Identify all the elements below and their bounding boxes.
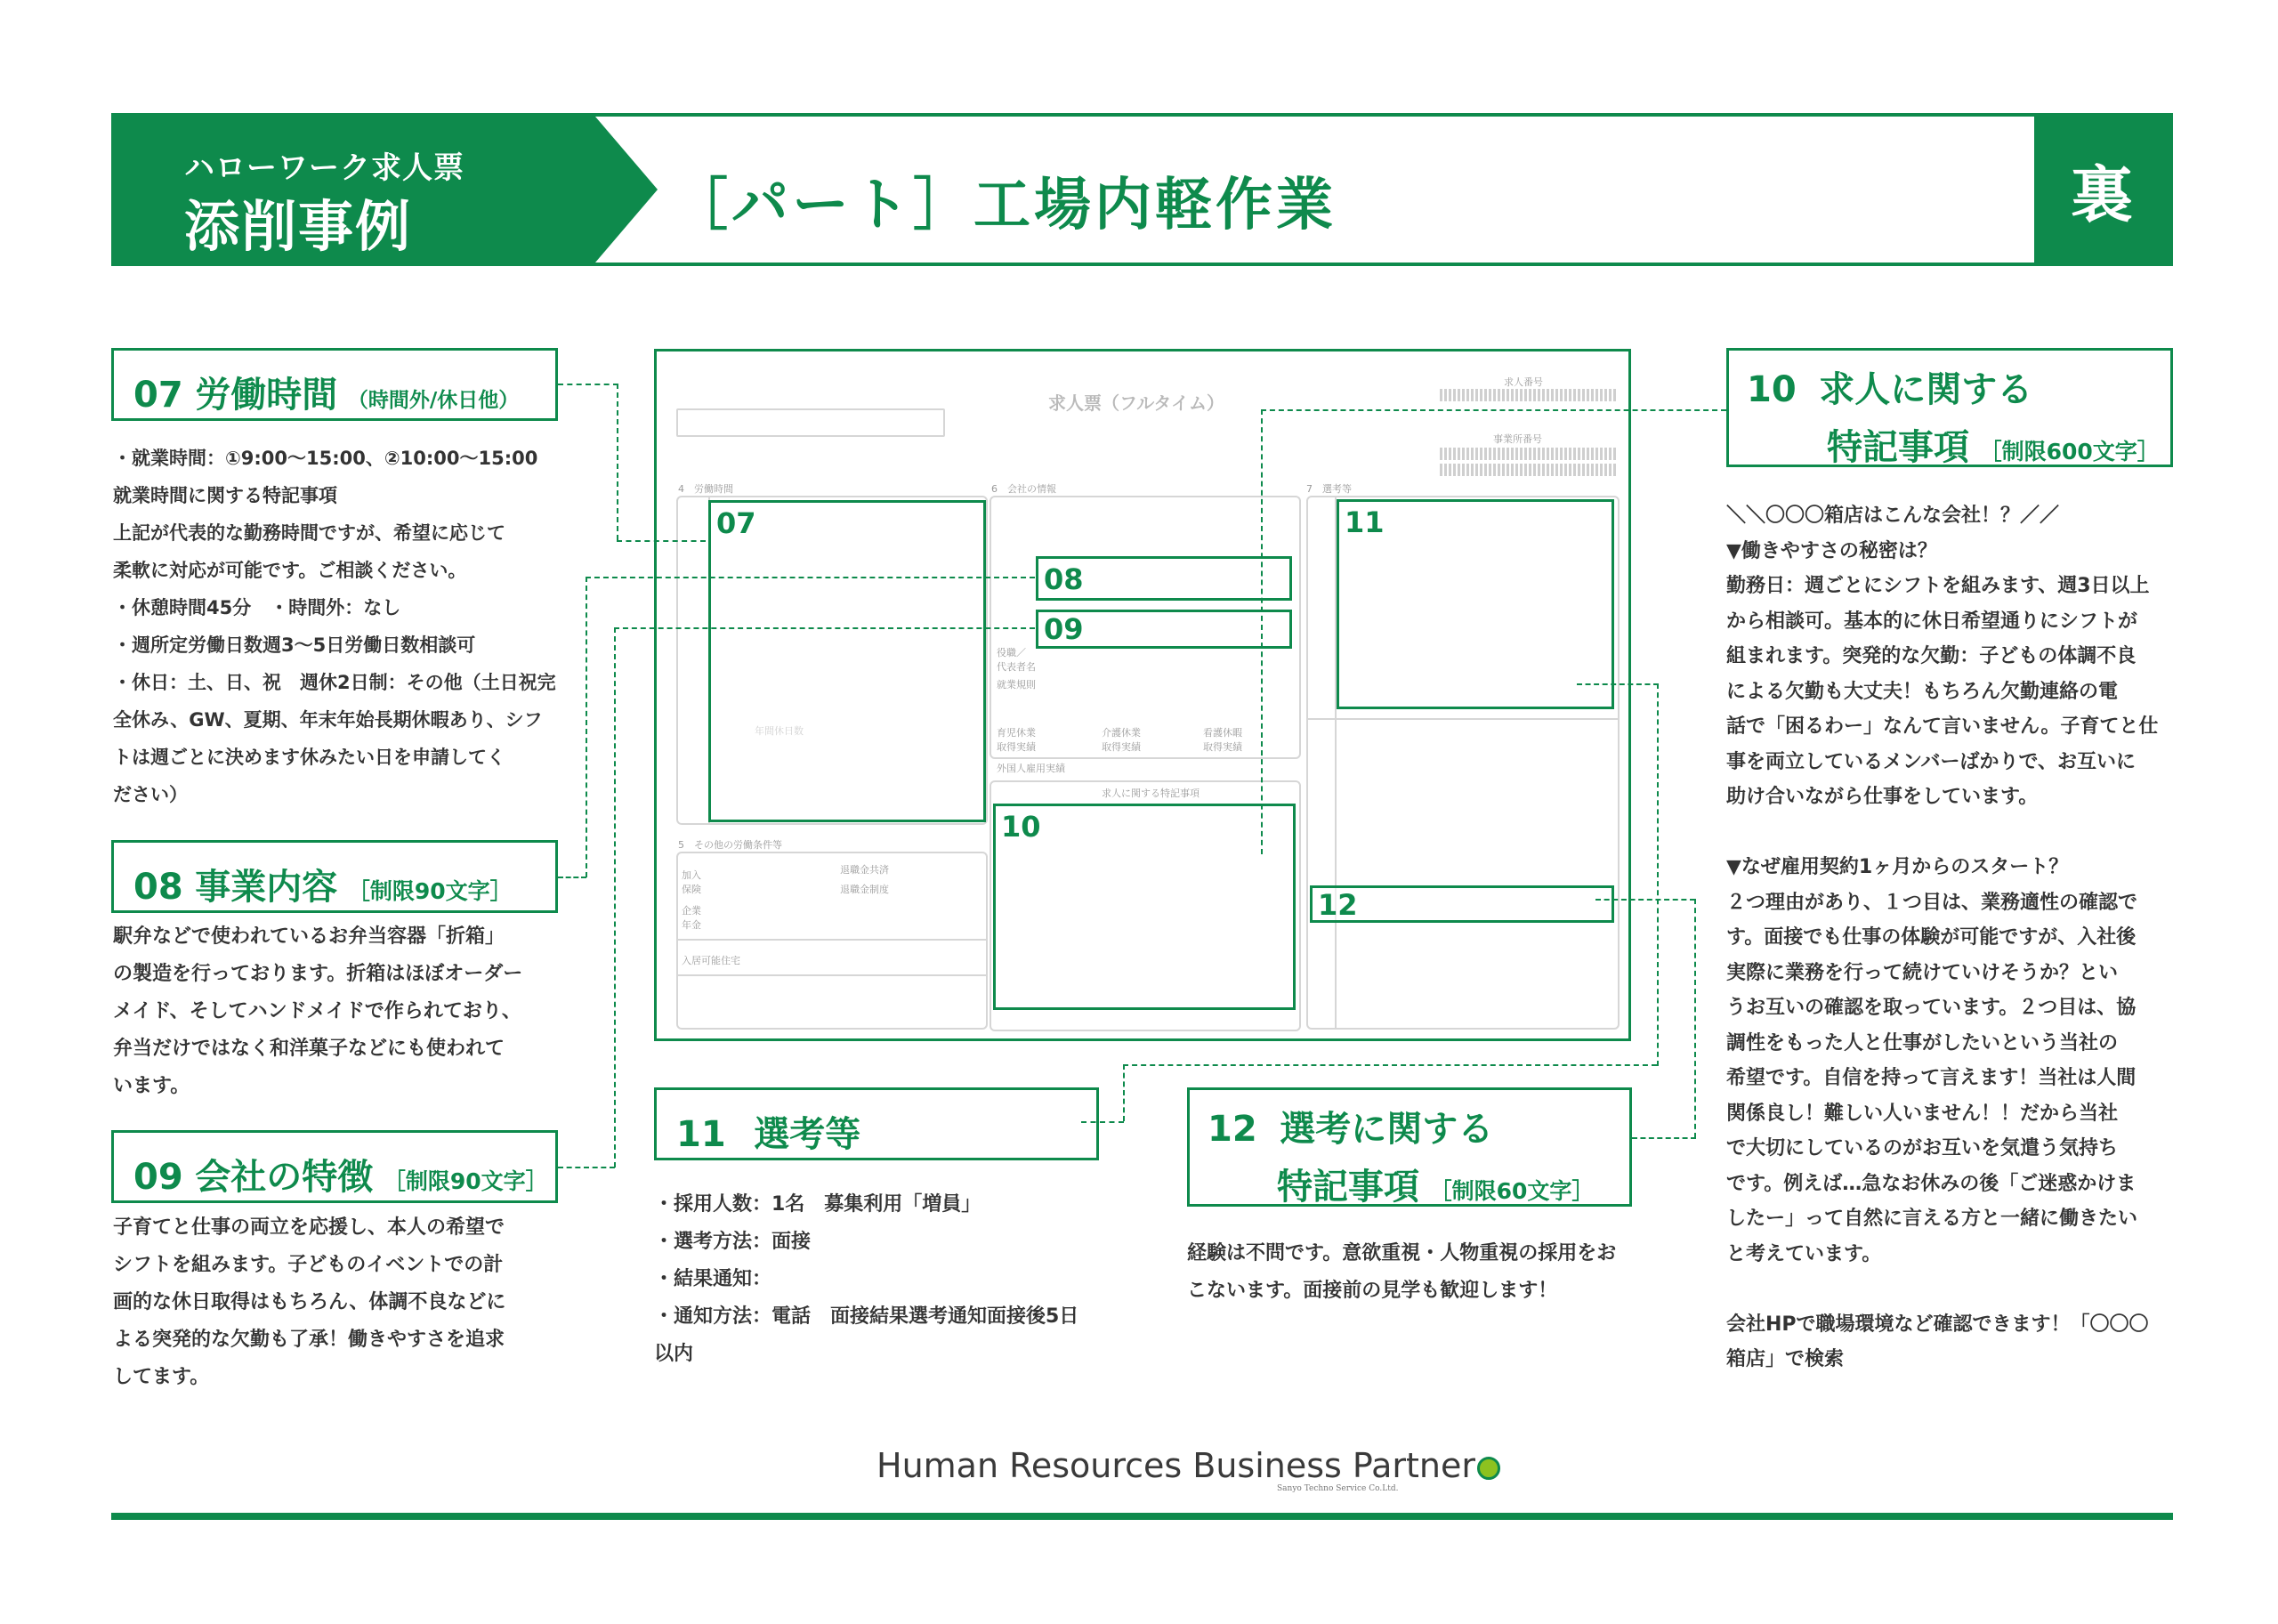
section-10-heading <box>1726 348 2173 467</box>
connector-10-b <box>1261 409 1263 854</box>
form-label-nursing: 介護休業 取得実績 <box>1102 727 1141 753</box>
connector-07-a <box>558 384 618 385</box>
marker-10 <box>993 804 1296 1010</box>
section-11-number: 11 <box>676 1114 726 1155</box>
connector-11-e <box>1577 683 1659 685</box>
section-08-body: 駅弁などで使われているお弁当容器「折箱」 の製造を行っております。折箱はほぼオーダー メイド、そしてハンドメイドで作られており、 弁当だけではなく和洋菓子などにも使われて います。 <box>113 925 523 1097</box>
connector-12-b <box>1694 899 1696 1138</box>
connector-12-c <box>1632 1137 1696 1139</box>
section-12-title-line2: 特記事項 <box>1277 1167 1419 1208</box>
section-08-title: 事業内容 <box>195 867 338 908</box>
section-12-number: 12 <box>1208 1109 1257 1150</box>
form-label-childcare: 育児休業 取得実績 <box>997 727 1036 753</box>
connector-08-c <box>586 577 1035 578</box>
marker-12 <box>1310 885 1614 923</box>
form-barcode-job <box>1440 389 1618 401</box>
form-line <box>1306 718 1620 720</box>
form-label-sec6: 6 会社の情報 <box>991 483 1056 495</box>
section-11-title: 選考等 <box>754 1114 861 1155</box>
connector-07-b <box>617 384 618 540</box>
footer-company: Sanyo Techno Service Co.Ltd. <box>1277 1484 1399 1493</box>
marker-07 <box>708 500 986 822</box>
connector-11-b <box>1123 1064 1125 1121</box>
section-07-limit: （時間外/休日他） <box>347 389 520 412</box>
header-banner <box>111 113 2173 266</box>
section-08-number: 08 <box>133 867 183 908</box>
section-07-number: 07 <box>133 375 183 416</box>
page-title: ［パート］工場内軽作業 <box>671 173 1337 238</box>
form-barcode-office-2 <box>1440 464 1618 476</box>
section-11-body: ・採用人数：1名 募集利用「増員」 ・選考方法：面接 ・結果通知： ・通知方法：電話 面接結果選考通知面接後5日 以内 <box>654 1193 1079 1365</box>
marker-09-label: 09 <box>1044 612 1084 646</box>
section-10-limit: ［制限600文字］ <box>1979 439 2160 465</box>
header-main-title: 添削事例 <box>184 194 413 259</box>
connector-08-b <box>586 577 587 877</box>
section-07-heading <box>111 348 558 421</box>
job-form-illustration <box>654 349 1631 1041</box>
marker-07-label: 07 <box>716 506 756 540</box>
form-label-foreign: 外国人雇用実績 <box>997 763 1065 774</box>
section-09-heading <box>111 1130 558 1203</box>
connector-11-c <box>1123 1064 1657 1066</box>
form-label-job-no: 求人番号 <box>1504 376 1543 388</box>
section-07-title: 労働時間 <box>195 375 338 416</box>
section-09-limit: ［制限90文字］ <box>383 1168 548 1194</box>
footer-rule <box>111 1513 2173 1520</box>
form-label-office-no: 事業所番号 <box>1493 433 1542 445</box>
connector-09-a <box>558 1167 615 1168</box>
section-09-title: 会社の特徴 <box>195 1157 374 1198</box>
form-label-sec5: 5 その他の労働条件等 <box>678 839 782 851</box>
marker-11 <box>1337 499 1614 709</box>
connector-09-c <box>614 627 1035 629</box>
connector-09-b <box>614 627 616 1168</box>
marker-11-label: 11 <box>1345 505 1385 539</box>
form-label-nursing2: 看護休暇 取得実績 <box>1203 727 1242 753</box>
footer-brand-text: Human Resources Business Partner <box>876 1446 1476 1485</box>
footer-brand <box>876 1446 1500 1485</box>
section-12-heading <box>1187 1087 1632 1207</box>
section-12-limit: ［制限60文字］ <box>1429 1178 1595 1204</box>
connector-11-a <box>1081 1121 1124 1123</box>
section-12-body: 経験は不問です。意欲重視・人物重視の採用をお こないます。面接前の見学も歓迎します！ <box>1187 1242 1617 1302</box>
section-09-body: 子育てと仕事の両立を応援し、本人の希望で シフトを組みます。子どものイベントでの計 画的な休日取得はもちろん、体調不良などに よる突発的な欠勤も了承！働きやすさを追求 してます。 <box>113 1216 506 1388</box>
marker-08 <box>1036 556 1292 601</box>
section-07-body: ・就業時間：①9:00〜15:00、②10:00〜15:00 就業時間に関する特記事項 上記が代表的な勤務時間ですが、希望に応じて 柔軟に対応が可能です。ご相談ください。 ・休憩時間45分 ・時間外：なし ・週所定労働日数週3〜5日労働日数相談可 ・休日：土、日、祝 週休2日制：その他（土日祝完 全休み、GW、夏期、年末年始長期休暇あり、シフ トは週ごとに決めます休みたい日を申請してく ださい） <box>113 448 556 805</box>
form-label-special-notes: 求人に関する特記事項 <box>1102 788 1200 799</box>
connector-10-a <box>1261 409 1726 411</box>
header-label-block <box>115 117 595 263</box>
form-label-sec4: 4 労働時間 <box>678 483 733 495</box>
section-08-heading <box>111 840 558 913</box>
section-08-limit: ［制限90文字］ <box>347 878 513 904</box>
marker-10-label: 10 <box>1001 810 1041 844</box>
form-label-rules: 就業規則 <box>997 679 1036 691</box>
form-title: 求人票（フルタイム） <box>1048 392 1224 414</box>
company-logo-icon <box>1477 1457 1500 1480</box>
form-label-retire2: 退職金制度 <box>840 884 889 895</box>
section-10-title-line1: 求人に関する <box>1819 369 2033 410</box>
connector-11-d <box>1657 683 1659 1066</box>
connector-08-a <box>558 877 586 878</box>
form-label-sec7: 7 選考等 <box>1306 483 1352 495</box>
marker-09 <box>1036 610 1292 649</box>
form-sec5-box <box>676 852 988 1030</box>
connector-12-a <box>1595 899 1695 901</box>
form-label-insurance: 加入 保険 <box>682 869 701 895</box>
connector-07-c <box>617 540 706 542</box>
header-subtitle: ハローワーク求人票 <box>184 150 464 186</box>
section-10-number: 10 <box>1747 369 1797 410</box>
form-line <box>676 939 988 941</box>
form-line <box>676 974 988 976</box>
side-label: 裏 <box>2034 117 2169 263</box>
form-office-name-box <box>676 408 945 437</box>
marker-08-label: 08 <box>1044 562 1084 596</box>
section-11-heading <box>654 1087 1099 1160</box>
form-label-retire: 退職金共済 <box>840 864 889 876</box>
section-12-title-line1: 選考に関する <box>1280 1109 1494 1150</box>
section-10-body: ＼＼〇〇〇箱店はこんな会社！？／／ ▼働きやすさの秘密は？ 勤務日：週ごとにシフトを組みます、週3日以上 から相談可。基本的に休日希望通りにシフトが 組まれます。突発的な欠勤：子どもの体調不良 による欠勤も大丈夫！もちろん欠勤連絡の電 話で「困るわー」なんて言いません。子育てと仕 事を両立しているメンバーばかりで、お互いに 助け合いながら仕事をしています。 ▼なぜ雇用契約1ヶ月からのスタート？ ２つ理由があり、１つ目は、業務適性の確認で す。面接でも仕事の体験が可能ですが、入社後 実際に業務を行って続けていけそうか？とい うお互いの確認を取っています。２つ目は、協 調性をもった人と仕事がしたいという当社の 希望です。自信を持って言えます！当社は人間 関係良し！難しい人いません！！だから当社 で大切にしているのがお互いを気遣う気持ち です。例えば…急なお休みの後「ご迷惑かけま したー」って自然に言える方と一緒に働きたい と考えています。 会社HPで職場環境など確認できます！「〇〇〇 箱店」で検索 <box>1726 505 2159 1370</box>
section-10-title-line2: 特記事項 <box>1827 427 1969 468</box>
form-label-pension: 企業 年金 <box>682 905 701 931</box>
form-label-housing: 入居可能住宅 <box>682 955 740 966</box>
form-label-rep: 役職／ 代表者名 <box>997 647 1036 673</box>
form-barcode-office <box>1440 448 1618 460</box>
marker-12-label: 12 <box>1318 888 1358 922</box>
section-09-number: 09 <box>133 1157 183 1198</box>
